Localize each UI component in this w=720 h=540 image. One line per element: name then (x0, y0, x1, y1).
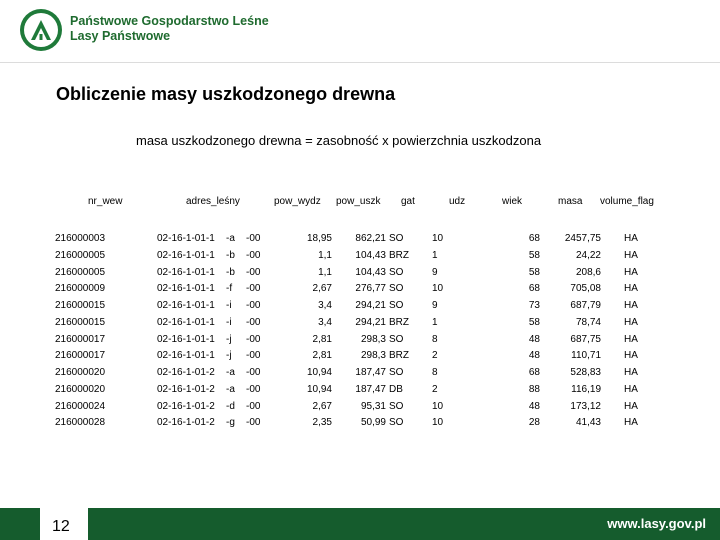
col-header-udz: udz (449, 196, 466, 207)
cell-nr-wew: 216000015 (55, 317, 106, 328)
cell-subunit: -a (226, 384, 235, 395)
cell-udz: 10 (432, 233, 444, 244)
cell-wiek: 68 (528, 233, 540, 244)
cell-subunit: -a (226, 367, 235, 378)
cell-adres: 02-16-1-01-2 (157, 367, 215, 378)
table-row (0, 367, 720, 383)
cell-nr-wew: 216000020 (55, 367, 106, 378)
cell-adres: 02-16-1-01-2 (157, 401, 215, 412)
cell-pow-wydz: 1,1 (318, 267, 332, 278)
cell-code: -00 (246, 350, 261, 361)
cell-nr-wew: 216000028 (55, 417, 106, 428)
cell-gat: BRZ (389, 250, 409, 261)
cell-nr-wew: 216000024 (55, 401, 106, 412)
cell-pow-uszk: 104,43 (355, 250, 386, 261)
cell-udz: 2 (432, 350, 438, 361)
col-header-volume-flag: volume_flag (600, 196, 654, 207)
cell-udz: 9 (432, 267, 438, 278)
cell-subunit: -j (226, 334, 232, 345)
cell-wiek: 68 (528, 367, 540, 378)
cell-subunit: -b (226, 250, 235, 261)
cell-volume-flag: HA (624, 417, 638, 428)
cell-nr-wew: 216000017 (55, 350, 106, 361)
cell-udz: 1 (432, 250, 438, 261)
org-line-2: Lasy Państwowe (70, 29, 171, 43)
col-header-pow-wydz: pow_wydz (274, 196, 321, 207)
cell-udz: 2 (432, 384, 438, 395)
cell-pow-wydz: 18,95 (306, 233, 332, 244)
cell-pow-wydz: 3,4 (318, 317, 332, 328)
cell-pow-uszk: 50,99 (360, 417, 386, 428)
cell-wiek: 58 (528, 250, 540, 261)
cell-subunit: -i (226, 300, 232, 311)
cell-wiek: 68 (528, 283, 540, 294)
cell-wiek: 58 (528, 267, 540, 278)
cell-pow-wydz: 2,67 (312, 401, 332, 412)
table-row (0, 250, 720, 266)
header-bar (0, 0, 720, 62)
cell-pow-uszk: 276,77 (355, 283, 386, 294)
cell-udz: 1 (432, 317, 438, 328)
cell-masa: 687,75 (570, 334, 601, 345)
cell-adres: 02-16-1-01-1 (157, 334, 215, 345)
cell-subunit: -g (226, 417, 235, 428)
cell-udz: 9 (432, 300, 438, 311)
cell-subunit: -b (226, 267, 235, 278)
cell-code: -00 (246, 334, 261, 345)
cell-adres: 02-16-1-01-1 (157, 283, 215, 294)
cell-pow-wydz: 3,4 (318, 300, 332, 311)
table-row (0, 267, 720, 283)
cell-nr-wew: 216000009 (55, 283, 106, 294)
col-header-masa: masa (558, 196, 583, 207)
table-row (0, 283, 720, 299)
cell-gat: SO (389, 233, 404, 244)
cell-subunit: -j (226, 350, 232, 361)
cell-pow-wydz: 2,35 (312, 417, 332, 428)
cell-adres: 02-16-1-01-1 (157, 267, 215, 278)
cell-pow-wydz: 10,94 (306, 384, 332, 395)
cell-gat: SO (389, 334, 404, 345)
cell-adres: 02-16-1-01-1 (157, 250, 215, 261)
cell-masa: 24,22 (575, 250, 601, 261)
col-header-wiek: wiek (502, 196, 523, 207)
page-number: 12 (52, 518, 70, 535)
cell-udz: 10 (432, 417, 444, 428)
col-header-gat: gat (401, 196, 415, 207)
lasy-panstwowe-logo-icon (20, 9, 62, 51)
cell-volume-flag: HA (624, 283, 638, 294)
cell-pow-uszk: 298,3 (360, 334, 386, 345)
cell-pow-uszk: 187,47 (355, 367, 386, 378)
cell-udz: 8 (432, 334, 438, 345)
cell-adres: 02-16-1-01-2 (157, 384, 215, 395)
cell-pow-uszk: 294,21 (355, 317, 386, 328)
cell-nr-wew: 216000003 (55, 233, 106, 244)
cell-volume-flag: HA (624, 367, 638, 378)
cell-pow-uszk: 298,3 (360, 350, 386, 361)
cell-masa: 528,83 (570, 367, 601, 378)
website-url: www.lasy.gov.pl (607, 516, 706, 531)
cell-udz: 10 (432, 401, 444, 412)
cell-gat: DB (389, 384, 403, 395)
cell-masa: 2457,75 (564, 233, 601, 244)
cell-volume-flag: HA (624, 250, 638, 261)
cell-nr-wew: 216000015 (55, 300, 106, 311)
cell-adres: 02-16-1-01-2 (157, 417, 215, 428)
cell-pow-uszk: 294,21 (355, 300, 386, 311)
cell-pow-wydz: 2,81 (312, 334, 332, 345)
cell-volume-flag: HA (624, 384, 638, 395)
page-title: Obliczenie masy uszkodzonego drewna (56, 84, 396, 104)
cell-masa: 78,74 (575, 317, 601, 328)
cell-adres: 02-16-1-01-1 (157, 300, 215, 311)
organization-name (70, 14, 269, 44)
cell-volume-flag: HA (624, 317, 638, 328)
header-divider (0, 62, 720, 63)
cell-pow-wydz: 2,81 (312, 350, 332, 361)
cell-subunit: -f (226, 283, 233, 294)
cell-masa: 687,79 (570, 300, 601, 311)
cell-masa: 41,43 (575, 417, 601, 428)
cell-volume-flag: HA (624, 401, 638, 412)
cell-code: -00 (246, 267, 261, 278)
cell-adres: 02-16-1-01-1 (157, 233, 215, 244)
cell-wiek: 48 (528, 401, 540, 412)
cell-gat: SO (389, 367, 404, 378)
cell-adres: 02-16-1-01-1 (157, 350, 215, 361)
cell-code: -00 (246, 417, 261, 428)
cell-pow-uszk: 862,21 (355, 233, 386, 244)
cell-masa: 116,19 (571, 384, 601, 395)
cell-nr-wew: 216000005 (55, 250, 106, 261)
table-row (0, 417, 720, 433)
cell-code: -00 (246, 401, 261, 412)
col-header-nr-wew: nr_wew (88, 196, 123, 207)
cell-code: -00 (246, 250, 261, 261)
cell-pow-uszk: 104,43 (355, 267, 386, 278)
cell-pow-wydz: 2,67 (312, 283, 332, 294)
cell-pow-uszk: 95,31 (360, 401, 386, 412)
cell-wiek: 48 (528, 350, 540, 361)
cell-code: -00 (246, 300, 261, 311)
cell-subunit: -a (226, 233, 235, 244)
cell-masa: 173,12 (570, 401, 601, 412)
cell-udz: 10 (432, 283, 444, 294)
cell-masa: 705,08 (570, 283, 601, 294)
cell-code: -00 (246, 367, 261, 378)
cell-udz: 8 (432, 367, 438, 378)
org-line-1: Państwowe Gospodarstwo Leśne (70, 14, 269, 28)
table-row (0, 334, 720, 350)
cell-volume-flag: HA (624, 233, 638, 244)
cell-gat: SO (389, 300, 404, 311)
cell-nr-wew: 216000005 (55, 267, 106, 278)
cell-gat: SO (389, 417, 404, 428)
cell-code: -00 (246, 317, 261, 328)
table-row (0, 350, 720, 366)
cell-wiek: 58 (528, 317, 540, 328)
cell-wiek: 28 (528, 417, 540, 428)
table-row (0, 401, 720, 417)
cell-code: -00 (246, 233, 261, 244)
cell-subunit: -d (226, 401, 235, 412)
cell-gat: SO (389, 283, 404, 294)
table-row (0, 300, 720, 316)
cell-volume-flag: HA (624, 267, 638, 278)
cell-masa: 208,6 (575, 267, 601, 278)
cell-volume-flag: HA (624, 300, 638, 311)
cell-wiek: 88 (528, 384, 540, 395)
cell-code: -00 (246, 283, 261, 294)
table-row (0, 233, 720, 249)
cell-gat: BRZ (389, 317, 409, 328)
cell-gat: SO (389, 267, 404, 278)
cell-subunit: -i (226, 317, 232, 328)
table-row (0, 317, 720, 333)
cell-wiek: 73 (528, 300, 540, 311)
cell-pow-wydz: 1,1 (318, 250, 332, 261)
cell-volume-flag: HA (624, 334, 638, 345)
cell-nr-wew: 216000017 (55, 334, 106, 345)
table-row (0, 384, 720, 400)
cell-pow-uszk: 187,47 (355, 384, 386, 395)
cell-code: -00 (246, 384, 261, 395)
cell-adres: 02-16-1-01-1 (157, 317, 215, 328)
cell-gat: BRZ (389, 350, 409, 361)
col-header-adres-lesny: adres_leśny (186, 196, 240, 207)
formula-subtitle: masa uszkodzonego drewna = zasobność x powierzchnia uszkodzona (136, 133, 542, 148)
cell-gat: SO (389, 401, 404, 412)
cell-volume-flag: HA (624, 350, 638, 361)
cell-wiek: 48 (528, 334, 540, 345)
cell-masa: 110,71 (571, 350, 601, 361)
cell-nr-wew: 216000020 (55, 384, 106, 395)
cell-pow-wydz: 10,94 (306, 367, 332, 378)
col-header-pow-uszk: pow_uszk (336, 196, 381, 207)
